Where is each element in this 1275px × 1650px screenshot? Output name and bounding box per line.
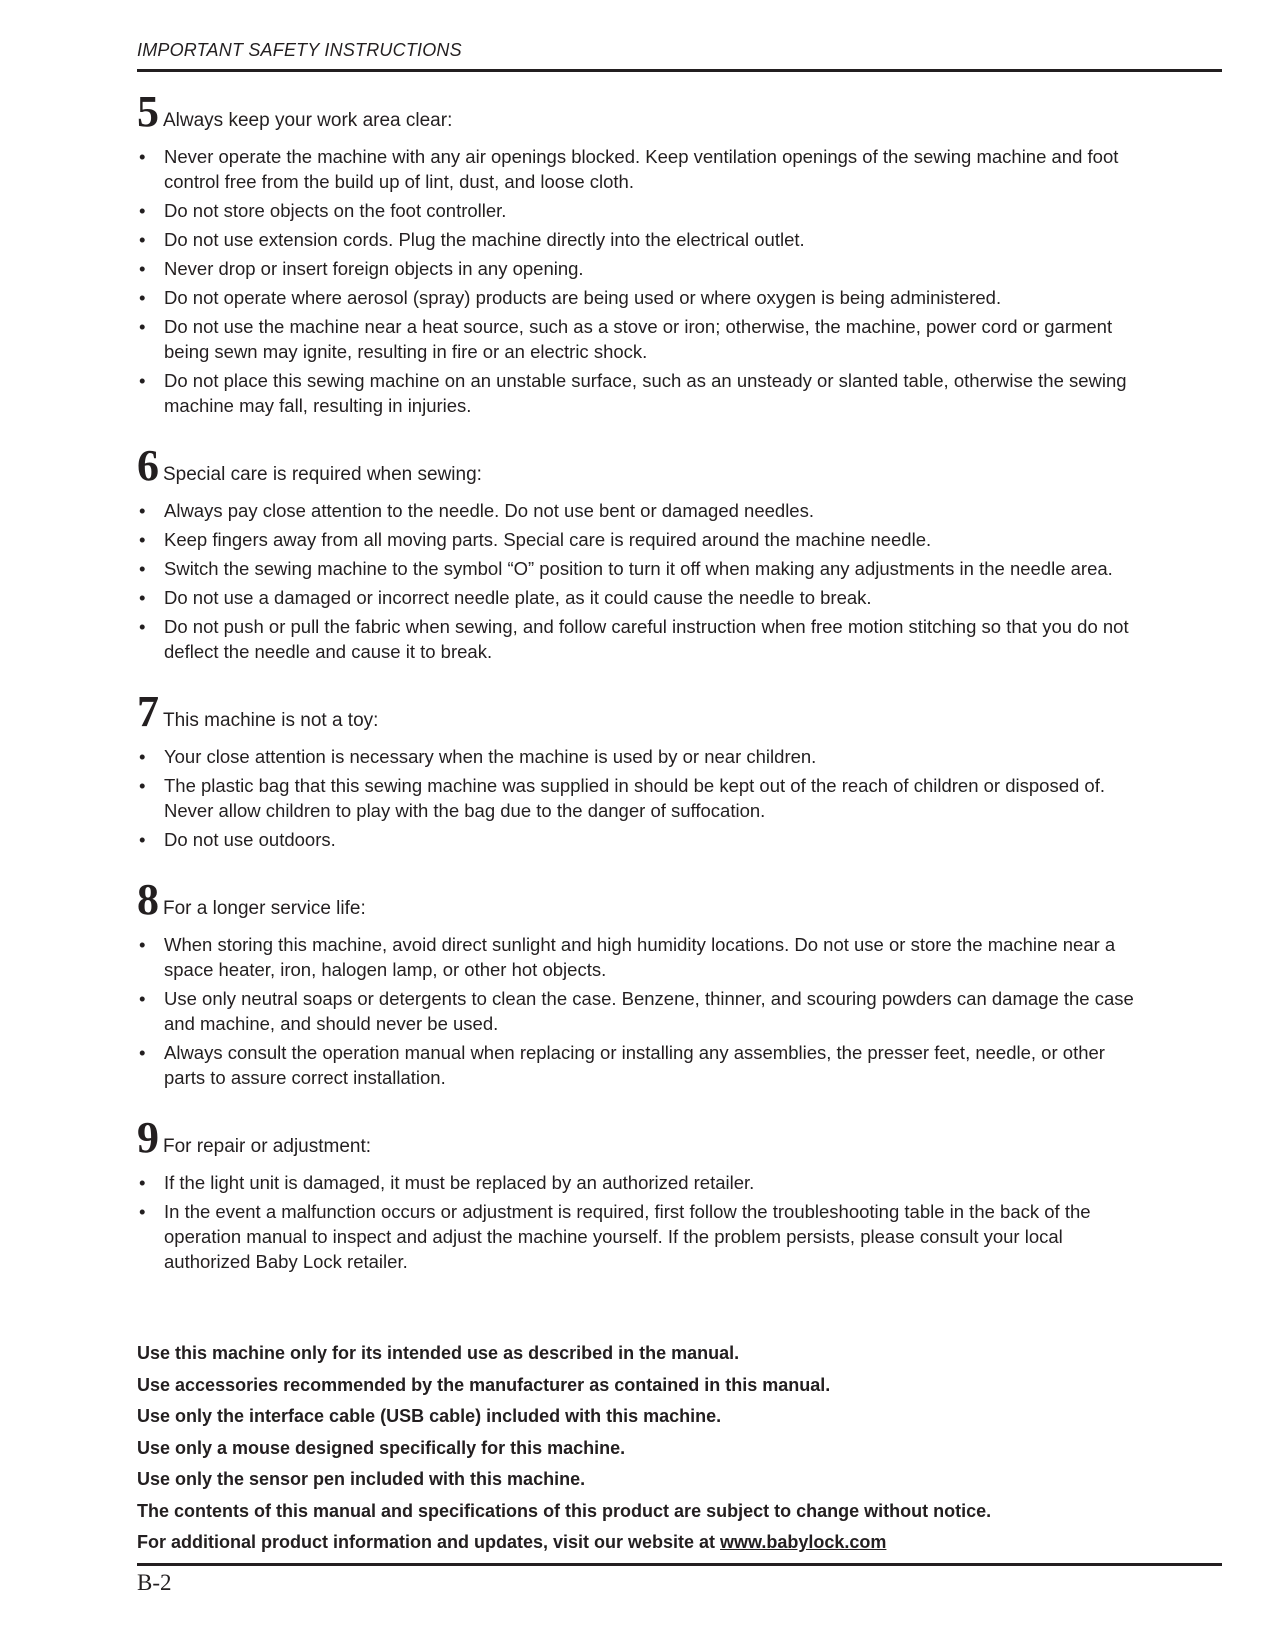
list-item: • If the light unit is damaged, it must be replaced by an authorized retailer. bbox=[137, 1170, 1137, 1195]
page-number: B-2 bbox=[137, 1570, 172, 1595]
important-note: Use only the sensor pen included with this machine. bbox=[137, 1469, 586, 1489]
bullet-list bbox=[137, 144, 1137, 418]
list-item: • When storing this machine, avoid direct sunlight and high humidity locations. Do not use or store the machine near a space heater, iron, halogen lamp, or other hot objects. bbox=[137, 932, 1137, 982]
important-note: Use only a mouse designed specifically for this machine. bbox=[137, 1437, 626, 1458]
section-8 bbox=[137, 875, 1137, 1090]
section-title: This machine is not a toy: bbox=[163, 710, 379, 731]
section-number: 5 bbox=[137, 87, 159, 136]
section-heading bbox=[137, 687, 1137, 736]
important-note: Use this machine only for its intended use as described in the manual. bbox=[137, 1343, 740, 1363]
list-item: • Use only neutral soaps or detergents to clean the case. Benzene, thinner, and scouring powders can damage the case and machine, and should never be used. bbox=[137, 986, 1137, 1036]
section-number: 8 bbox=[137, 875, 159, 924]
important-note: The contents of this manual and specifications of this product are subject to change without notice. bbox=[137, 1500, 992, 1521]
section-heading bbox=[137, 875, 1137, 924]
section-number: 6 bbox=[137, 441, 159, 490]
list-item: • In the event a malfunction occurs or adjustment is required, first follow the troubleshooting table in the back of the operation manual to inspect and adjust the machine yourself. If the problem persists, please consult your local authorized Baby Lock retailer. bbox=[137, 1199, 1137, 1274]
section-5 bbox=[137, 87, 1137, 418]
list-item: • Keep fingers away from all moving parts. Special care is required around the machine needle. bbox=[137, 527, 1137, 552]
bullet-list bbox=[137, 932, 1137, 1090]
list-item: • Always consult the operation manual when replacing or installing any assemblies, the presser feet, needle, or other parts to assure correct installation. bbox=[137, 1040, 1137, 1090]
section-7 bbox=[137, 687, 1137, 852]
header-rule bbox=[137, 69, 1222, 72]
list-item: • Always pay close attention to the needle. Do not use bent or damaged needles. bbox=[137, 498, 1137, 523]
list-item: • Do not use extension cords. Plug the machine directly into the electrical outlet. bbox=[137, 227, 1137, 252]
website-note bbox=[137, 1527, 1197, 1559]
list-item: • Do not use outdoors. bbox=[137, 827, 1137, 852]
important-note: Use only the interface cable (USB cable) included with this machine. bbox=[137, 1406, 722, 1426]
list-item: • Switch the sewing machine to the symbol “O” position to turn it off when making any adjustments in the needle area. bbox=[137, 556, 1137, 581]
list-item: • Never operate the machine with any air openings blocked. Keep ventilation openings of the sewing machine and foot control free from the build up of lint, dust, and loose cloth. bbox=[137, 144, 1137, 194]
section-heading bbox=[137, 1113, 1137, 1162]
list-item: • Never drop or insert foreign objects in any opening. bbox=[137, 256, 1137, 281]
section-title: For a longer service life: bbox=[163, 898, 366, 919]
list-item: • Do not use a damaged or incorrect needle plate, as it could cause the needle to break. bbox=[137, 585, 1137, 610]
important-note: Use accessories recommended by the manufacturer as contained in this manual. bbox=[137, 1374, 831, 1395]
page-header: IMPORTANT SAFETY INSTRUCTIONS bbox=[137, 40, 462, 60]
bullet-list bbox=[137, 498, 1137, 664]
important-notes bbox=[137, 1338, 1197, 1559]
list-item: • Do not use the machine near a heat source, such as a stove or iron; otherwise, the machine, power cord or garment being sewn may ignite, resulting in fire or an electric shock. bbox=[137, 314, 1137, 364]
section-9 bbox=[137, 1113, 1137, 1274]
section-number: 9 bbox=[137, 1113, 159, 1162]
section-title: For repair or adjustment: bbox=[163, 1136, 372, 1157]
safety-sections bbox=[137, 87, 1137, 1300]
section-6 bbox=[137, 441, 1137, 664]
list-item: • Do not place this sewing machine on an unstable surface, such as an unsteady or slanted table, otherwise the sewing machine may fall, resulting in injuries. bbox=[137, 368, 1137, 418]
list-item: • Do not push or pull the fabric when sewing, and follow careful instruction when free motion stitching so that you do not deflect the needle and cause it to break. bbox=[137, 614, 1137, 664]
list-item: • Your close attention is necessary when the machine is used by or near children. bbox=[137, 744, 1137, 769]
section-title: Special care is required when sewing: bbox=[163, 464, 482, 485]
section-heading bbox=[137, 87, 1137, 136]
list-item: • Do not store objects on the foot controller. bbox=[137, 198, 1137, 223]
website-link[interactable]: www.babylock.com bbox=[720, 1532, 887, 1552]
list-item: • The plastic bag that this sewing machine was supplied in should be kept out of the reach of children or disposed of. Never allow children to play with the bag due to the danger of suffocation. bbox=[137, 773, 1137, 823]
section-heading bbox=[137, 441, 1137, 490]
bullet-list bbox=[137, 1170, 1137, 1274]
footer-rule bbox=[137, 1563, 1222, 1566]
website-note-text: For additional product information and updates, visit our website at bbox=[137, 1532, 721, 1552]
section-title: Always keep your work area clear: bbox=[163, 110, 453, 131]
section-number: 7 bbox=[137, 687, 159, 736]
bullet-list bbox=[137, 744, 1137, 852]
list-item: • Do not operate where aerosol (spray) products are being used or where oxygen is being administered. bbox=[137, 285, 1137, 310]
